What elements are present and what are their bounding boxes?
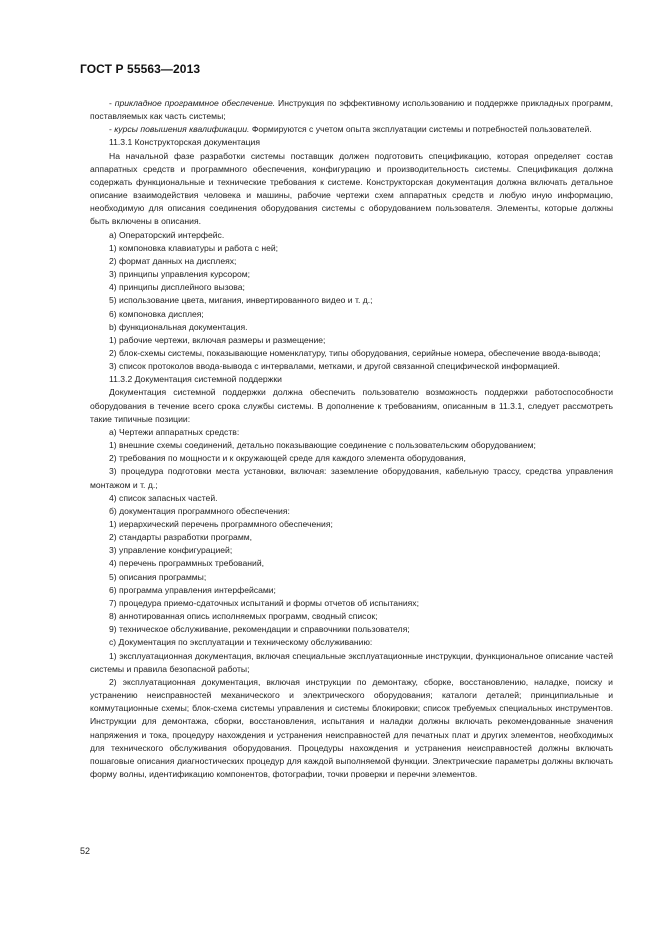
paragraph: 9) техническое обслуживание, рекомендации и справочники пользователя;: [109, 624, 410, 635]
paragraph: На начальной фазе разработки системы поставщик должен подготовить спецификацию, которая определяет состав аппаратных средств и программного обеспечения, конфигурацию и производительность системы. Спецификация должна содержать функциональные и технические требования к системе. Конструкторская документация должна включать детальное описание взаимодействия человека и машины, рабочие чертежи схем аппаратных средств и любую иную информацию, необходимую для описания соединения оборудования системы с оборудованием пользователя. Элементы, которые должны быть включены в описания.: [90, 150, 613, 227]
paragraph: 7) процедура приемо-сдаточных испытаний и формы отчетов об испытаниях;: [109, 597, 419, 608]
paragraph: 2) блок-схемы системы, показывающие номенклатуру, типы оборудования, серийные номера, обеспечение ввода-вывода;: [109, 347, 601, 358]
term-description: Формируются с учетом опыта эксплуатации системы и потребностей пользователей.: [249, 124, 592, 135]
paragraph: с) Документация по эксплуатации и техническому обслуживанию:: [109, 637, 373, 648]
paragraph: 3) принципы управления курсором;: [109, 269, 251, 280]
paragraph: 4) принципы дисплейного вызова;: [109, 282, 245, 293]
list-dash: -: [109, 98, 115, 108]
paragraph: [90, 97, 613, 123]
paragraph: 3) список протоколов ввода-вывода с интервалами, метками, и другой связанной специфической информацией.: [109, 361, 560, 372]
paragraph: [90, 123, 613, 136]
paragraph: 1) эксплуатационная документация, включая специальные эксплуатационные инструкции, функциональное описание частей системы и правила безопасной работы;: [90, 650, 613, 674]
paragraph: 5) использование цвета, мигания, инвертированного видео и т. д.;: [109, 295, 373, 306]
paragraph: Документация системной поддержки должна обеспечить пользователю возможность поддержки работоспособности оборудования в течение всего срока службы системы. В дополнение к требованиям, описанным в 11.3.1, следует рассмотреть такие типичные позиции:: [90, 387, 613, 424]
paragraph: 2) стандарты разработки программ,: [109, 532, 253, 543]
paragraph: 6) программа управления интерфейсами;: [109, 584, 276, 595]
paragraph: 1) внешние схемы соединений, детально показывающие соединение с пользовательским оборудованием;: [109, 440, 536, 451]
paragraph: 6) компоновка дисплея;: [109, 308, 204, 319]
paragraph: 2) требования по мощности и к окружающей среде для каждого элемента оборудования,: [109, 453, 466, 464]
italic-term: курсы повышения квалификации.: [114, 124, 250, 135]
paragraph: 1) компоновка клавиатуры и работа с ней;: [109, 242, 279, 253]
list-dash: -: [109, 124, 115, 135]
page-number: 52: [80, 846, 91, 856]
document-body: [90, 97, 613, 781]
italic-term: прикладное программное обеспечение.: [114, 98, 276, 108]
term-description: Инструкция по эффективному использованию и поддержке прикладных программ, поставляемых как часть системы;: [90, 98, 613, 122]
paragraph: b) функциональная документация.: [109, 321, 248, 332]
paragraph: а) Операторский интерфейс.: [109, 229, 225, 240]
paragraph: 5) описания программы;: [109, 571, 207, 582]
paragraph: 3) управление конфигурацией;: [109, 545, 233, 556]
paragraph: 11.3.1 Конструкторская документация: [109, 137, 260, 148]
paragraph: 4) перечень программных требований,: [109, 558, 265, 569]
paragraph: 4) список запасных частей.: [109, 492, 218, 503]
paragraph: а) Чертежи аппаратных средств:: [109, 426, 240, 437]
paragraph: 3) процедура подготовки места установки, включая: заземление оборудования, кабельную трассу, средства управления монтажом и т. д.;: [90, 466, 613, 490]
paragraph: 8) аннотированная опись исполняемых программ, сводный список;: [109, 611, 378, 622]
paragraph: б) документация программного обеспечения:: [109, 505, 290, 516]
paragraph: 2) эксплуатационная документация, включая инструкции по демонтажу, сборке, восстановлению, наладке, поиску и устранению неисправностей механического и электрического оборудования; каталоги деталей; принципиальные и коммутационные схемы; блок-схема системы управления и системы блокировки; список требуемых специальных инструментов. Инструкции для демонтажа, сборки, восстановления, испытания и наладки должны включать рекомендованные значения напряжения и тока, процедуру нахождения и устранения неисправностей для печатных плат и других элементов, необходимых для технического обслуживания оборудования. Процедуры нахождения и устранения неисправностей должны включать пошаговые описания диагностических процедур для каждой выполняемой функции. Электрические параметры должны включать форму волны, идентификацию компонентов, фотографии, точки проверки и перечни элементов.: [90, 676, 613, 779]
paragraph: 1) иерархический перечень программного обеспечения;: [109, 519, 333, 529]
paragraph: 1) рабочие чертежи, включая размеры и размещение;: [109, 334, 326, 345]
paragraph: 11.3.2 Документация системной поддержки: [109, 374, 282, 385]
page-header-title: ГОСТ Р 55563—2013: [80, 62, 201, 76]
paragraph: 2) формат данных на дисплеях;: [109, 255, 237, 266]
